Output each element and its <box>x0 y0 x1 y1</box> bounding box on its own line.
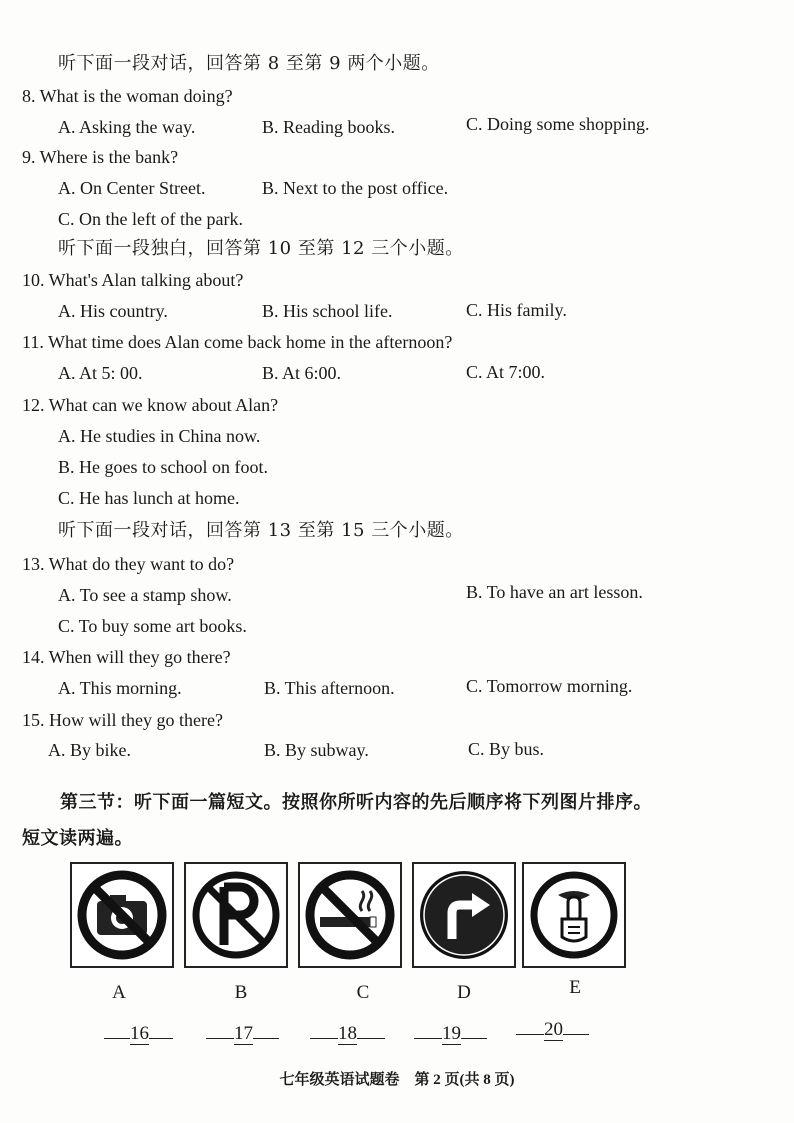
section-3-heading-cont: 短文读两遍。 <box>22 828 133 849</box>
sign-d <box>412 862 516 968</box>
question-11-option-b: B. At 6:00. <box>262 363 342 383</box>
question-14-stem: 14. When will they go there? <box>22 647 231 667</box>
question-14-option-a: A. This morning. <box>58 678 182 698</box>
question-8-option-c: C. Doing some shopping. <box>466 114 650 134</box>
question-9-option-b: B. Next to the post office. <box>262 178 449 198</box>
answer-blank-18[interactable]: 18 <box>310 1020 385 1045</box>
answer-blank-19[interactable]: 19 <box>414 1020 487 1045</box>
keep-quiet-icon <box>524 864 624 966</box>
question-9-option-c: C. On the left of the park. <box>58 209 243 229</box>
sign-label-b: B <box>234 982 248 1003</box>
sign-e <box>522 862 626 968</box>
question-12-option-a: A. He studies in China now. <box>58 426 261 446</box>
question-8-option-b: B. Reading books. <box>262 117 395 137</box>
question-11-stem: 11. What time does Alan come back home in the afternoon? <box>22 332 453 352</box>
question-15-option-b: B. By subway. <box>264 740 369 760</box>
instruction-q8-9: 听下面一段对话，回答第 8 至第 9 两个小题。 <box>58 53 440 74</box>
page-footer: 七年级英语试题卷 第 2 页(共 8 页) <box>279 1072 515 1088</box>
sign-label-e: E <box>569 977 581 998</box>
sign-a <box>70 862 174 968</box>
no-smoking-icon <box>300 864 400 966</box>
sign-label-c: C <box>356 982 370 1003</box>
sign-label-d: D <box>457 982 471 1003</box>
question-14-option-c: C. Tomorrow morning. <box>466 676 633 696</box>
question-9-stem: 9. Where is the bank? <box>22 147 179 167</box>
answer-blank-17[interactable]: 17 <box>206 1020 279 1045</box>
answer-blank-16[interactable]: 16 <box>104 1020 173 1045</box>
instruction-q10-12: 听下面一段独白，回答第 10 至第 12 三个小题。 <box>58 238 464 259</box>
question-13-stem: 13. What do they want to do? <box>22 554 235 574</box>
question-10-option-c: C. His family. <box>466 300 567 320</box>
question-8-option-a: A. Asking the way. <box>58 117 196 137</box>
question-10-stem: 10. What's Alan talking about? <box>22 270 244 290</box>
question-9-option-a: A. On Center Street. <box>58 178 206 198</box>
question-11-option-c: C. At 7:00. <box>466 362 546 382</box>
no-parking-icon <box>186 864 286 966</box>
question-13-option-b: B. To have an art lesson. <box>466 582 643 602</box>
question-12-option-b: B. He goes to school on foot. <box>58 457 268 477</box>
question-13-option-c: C. To buy some art books. <box>58 616 247 636</box>
question-8-stem: 8. What is the woman doing? <box>22 86 233 106</box>
question-12-option-c: C. He has lunch at home. <box>58 488 240 508</box>
question-15-option-c: C. By bus. <box>468 739 545 759</box>
answer-blank-20[interactable]: 20 <box>516 1016 589 1041</box>
question-10-option-b: B. His school life. <box>262 301 393 321</box>
no-camera-icon <box>72 864 172 966</box>
sign-label-a: A <box>112 982 126 1003</box>
question-14-option-b: B. This afternoon. <box>264 678 395 698</box>
question-15-option-a: A. By bike. <box>48 740 131 760</box>
sign-b <box>184 862 288 968</box>
question-10-option-a: A. His country. <box>58 301 168 321</box>
question-11-option-a: A. At 5: 00. <box>58 363 143 383</box>
instruction-q13-15: 听下面一段对话，回答第 13 至第 15 三个小题。 <box>58 520 464 541</box>
sign-c <box>298 862 402 968</box>
question-15-stem: 15. How will they go there? <box>22 710 223 730</box>
question-13-option-a: A. To see a stamp show. <box>58 585 232 605</box>
turn-right-icon <box>414 864 514 966</box>
section-3-heading: 第三节：听下面一篇短文。按照你所听内容的先后顺序将下列图片排序。 <box>60 792 652 813</box>
question-12-stem: 12. What can we know about Alan? <box>22 395 279 415</box>
